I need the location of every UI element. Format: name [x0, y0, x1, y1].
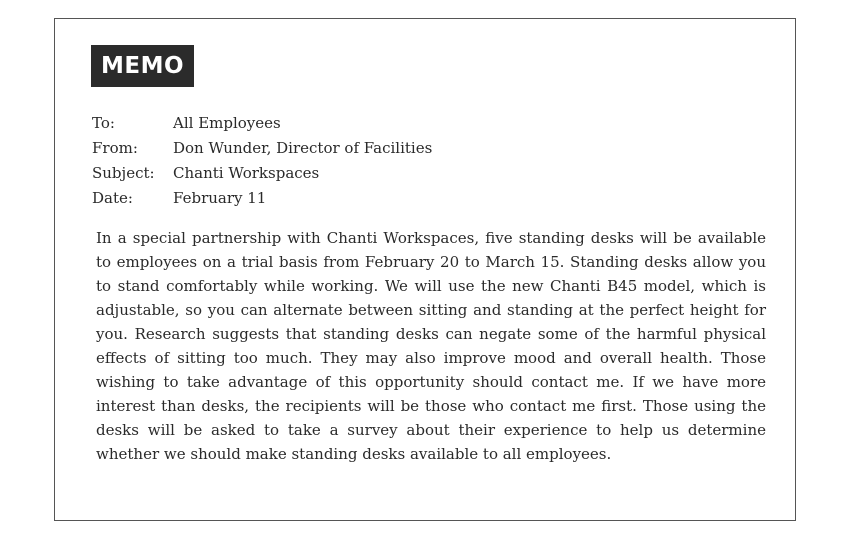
date-label: Date:	[92, 189, 133, 207]
memo-frame	[54, 18, 796, 521]
memo-header	[92, 111, 432, 211]
from-label: From:	[92, 139, 138, 157]
header-row-from	[92, 136, 432, 161]
header-row-date	[92, 186, 432, 211]
from-value: Don Wunder, Director of Facilities	[173, 139, 433, 157]
subject-value: Chanti Workspaces	[173, 164, 320, 182]
memo-body: In a special partnership with Chanti Workspaces, five standing desks will be available to employees on a trial basis from February 20 to March 15. Standing desks allow you to stand comfortably while working. We will use the new Chanti B45 model, which is adjustable, so you can alternate between sitting and standing at the perfect height for you. Research suggests that standing desks can negate some of the harmful physical effects of sitting too much. They may also improve mood and overall health. Those wishing to take advantage of this opportunity should contact me. If we have more interest than desks, the recipients will be those who contact me first. Those using the desks will be asked to take a survey about their experience to help us determine whether we should make standing desks available to all employees.	[96, 229, 766, 463]
subject-label: Subject:	[92, 164, 155, 182]
memo-badge: MEMO	[91, 45, 194, 87]
header-row-to	[92, 111, 432, 136]
to-value: All Employees	[173, 114, 281, 132]
to-label: To:	[92, 114, 115, 132]
date-value: February 11	[173, 189, 267, 207]
header-row-subject	[92, 161, 432, 186]
